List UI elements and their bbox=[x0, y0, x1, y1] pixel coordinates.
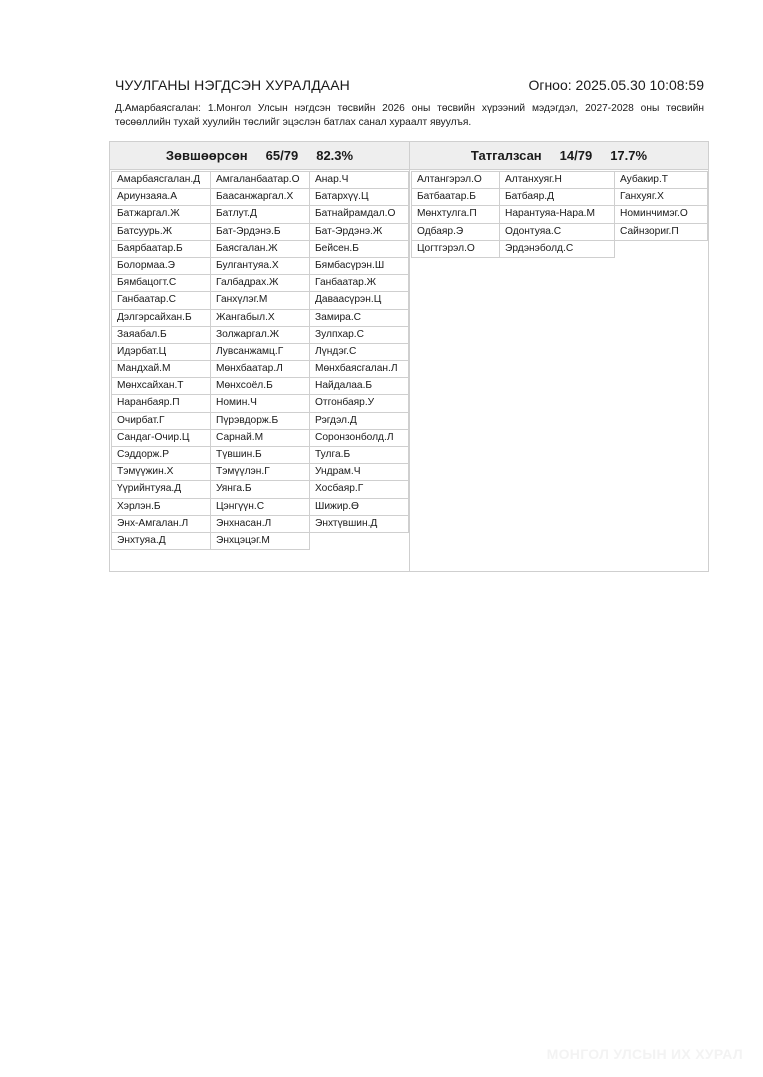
member-name-cell: Сарнай.М bbox=[210, 429, 310, 447]
reject-header bbox=[410, 142, 708, 170]
member-name-cell: Золжаргал.Ж bbox=[210, 326, 310, 344]
member-name-cell: Ганхүлэг.М bbox=[210, 291, 310, 309]
approve-header bbox=[110, 142, 409, 170]
member-name-cell: Номин.Ч bbox=[210, 394, 310, 412]
member-name-cell: Жангабыл.Х bbox=[210, 309, 310, 327]
member-name-cell: Номинчимэг.О bbox=[614, 205, 708, 223]
member-name-cell: Батбаатар.Б bbox=[411, 188, 500, 206]
member-name-cell: Сандаг-Очир.Ц bbox=[111, 429, 211, 447]
member-name-cell: Баярбаатар.Б bbox=[111, 240, 211, 258]
member-name-cell: Ганбаатар.С bbox=[111, 291, 211, 309]
member-name-cell: Идэрбат.Ц bbox=[111, 343, 211, 361]
member-name-cell: Отгонбаяр.У bbox=[309, 394, 409, 412]
member-name-cell: Батжаргал.Ж bbox=[111, 205, 211, 223]
member-name-cell: Найдалаа.Б bbox=[309, 377, 409, 395]
member-name-cell: Зулпхар.С bbox=[309, 326, 409, 344]
member-name-cell: Замира.С bbox=[309, 309, 409, 327]
member-name-cell: Бейсен.Б bbox=[309, 240, 409, 258]
member-name-cell: Наранбаяр.П bbox=[111, 394, 211, 412]
member-name-cell: Ариунзаяа.А bbox=[111, 188, 211, 206]
member-name-cell: Ундрам.Ч bbox=[309, 463, 409, 481]
approve-panel bbox=[110, 142, 410, 571]
member-name-cell: Эрдэнэболд.С bbox=[499, 240, 615, 258]
member-name-cell: Бат-Эрдэнэ.Ж bbox=[309, 223, 409, 241]
member-name-cell: Галбадрах.Ж bbox=[210, 274, 310, 292]
member-name-cell: Батархүү.Ц bbox=[309, 188, 409, 206]
member-name-cell: Рэгдэл.Д bbox=[309, 412, 409, 430]
member-name-cell: Хэрлэн.Б bbox=[111, 498, 211, 516]
member-name-cell: Цогтгэрэл.О bbox=[411, 240, 500, 258]
member-name-cell: Лувсанжамц.Г bbox=[210, 343, 310, 361]
member-name-cell: Энхтуяа.Д bbox=[111, 532, 211, 550]
approve-percent: 82.3% bbox=[316, 148, 354, 163]
member-name-cell: Амгаланбаатар.О bbox=[210, 171, 310, 189]
member-name-cell: Мөнхбаясгалан.Л bbox=[309, 360, 409, 378]
member-name-cell: Хосбаяр.Г bbox=[309, 480, 409, 498]
watermark: МОНГОЛ УЛСЫН ИХ ХУРАЛ bbox=[546, 1046, 743, 1062]
member-name-cell: Бямбасүрэн.Ш bbox=[309, 257, 409, 275]
member-name-cell: Дэлгэрсайхан.Б bbox=[111, 309, 211, 327]
member-name-cell: Баясгалан.Ж bbox=[210, 240, 310, 258]
reject-names-grid bbox=[411, 171, 708, 257]
member-name-cell: Ганхуяг.Х bbox=[614, 188, 708, 206]
reject-label: Татгалзсан bbox=[470, 148, 542, 163]
member-name-cell: Болормаа.Э bbox=[111, 257, 211, 275]
member-name-cell: Анар.Ч bbox=[309, 171, 409, 189]
member-name-cell: Шижир.Ө bbox=[309, 498, 409, 516]
member-name-cell: Ганбаатар.Ж bbox=[309, 274, 409, 292]
member-name-cell: Сайнзориг.П bbox=[614, 223, 708, 241]
member-name-cell: Тэмүүлэн.Г bbox=[210, 463, 310, 481]
member-name-cell: Цэнгүүн.С bbox=[210, 498, 310, 516]
vote-description: Д.Амарбаясгалан: 1.Монгол Улсын нэгдсэн төсвийн 2026 оны төсвийн хүрээний мэдэгдэл, 2027-2028 оны төсвийн төсөөллийн тухай хуулийн төслийг эцэслэн батлах санал хураалт явуулъя. bbox=[115, 103, 704, 128]
member-name-cell: Энхнасан.Л bbox=[210, 515, 310, 533]
approve-count: 65/79 bbox=[265, 148, 299, 163]
member-name-cell: Пүрэвдорж.Б bbox=[210, 412, 310, 430]
session-date: Огноо: 2025.05.30 10:08:59 bbox=[528, 77, 704, 93]
member-name-cell: Тэмүүжин.Х bbox=[111, 463, 211, 481]
member-name-cell: Тулга.Б bbox=[309, 446, 409, 464]
member-name-cell: Заяабал.Б bbox=[111, 326, 211, 344]
member-name-cell: Энх-Амгалан.Л bbox=[111, 515, 211, 533]
member-name-cell: Даваасүрэн.Ц bbox=[309, 291, 409, 309]
member-name-cell: Энхцэцэг.М bbox=[210, 532, 310, 550]
member-name-cell: Мөнхсайхан.Т bbox=[111, 377, 211, 395]
vote-results bbox=[109, 141, 709, 572]
reject-percent: 17.7% bbox=[610, 148, 648, 163]
approve-names-grid bbox=[111, 171, 409, 549]
member-name-cell: Мөнхбаатар.Л bbox=[210, 360, 310, 378]
member-name-cell: Сэддорж.Р bbox=[111, 446, 211, 464]
member-name-cell: Батбаяр.Д bbox=[499, 188, 615, 206]
member-name-cell: Очирбат.Г bbox=[111, 412, 211, 430]
member-name-cell: Энхтүвшин.Д bbox=[309, 515, 409, 533]
member-name-cell: Мандхай.М bbox=[111, 360, 211, 378]
member-name-cell: Батнайрамдал.О bbox=[309, 205, 409, 223]
member-name-cell: Амарбаясгалан.Д bbox=[111, 171, 211, 189]
member-name-cell: Алтанхуяг.Н bbox=[499, 171, 615, 189]
member-name-cell: Үүрийнтуяа.Д bbox=[111, 480, 211, 498]
member-name-cell: Уянга.Б bbox=[210, 480, 310, 498]
member-name-cell: Түвшин.Б bbox=[210, 446, 310, 464]
member-name-cell: Бат-Эрдэнэ.Б bbox=[210, 223, 310, 241]
member-name-cell: Мөнхсоёл.Б bbox=[210, 377, 310, 395]
member-name-cell: Батсуурь.Ж bbox=[111, 223, 211, 241]
approve-label: Зөвшөөрсөн bbox=[165, 148, 248, 163]
member-name-cell: Батлут.Д bbox=[210, 205, 310, 223]
page-title: ЧУУЛГАНЫ НЭГДСЭН ХУРАЛДААН bbox=[115, 77, 350, 93]
member-name-cell: Булгантуяа.Х bbox=[210, 257, 310, 275]
member-name-cell: Бямбацогт.С bbox=[111, 274, 211, 292]
member-name-cell: Соронзонболд.Л bbox=[309, 429, 409, 447]
member-name-cell: Аубакир.Т bbox=[614, 171, 708, 189]
member-name-cell: Одонтуяа.С bbox=[499, 223, 615, 241]
member-name-cell: Нарантуяа-Нара.М bbox=[499, 205, 615, 223]
member-name-cell: Алтангэрэл.О bbox=[411, 171, 500, 189]
member-name-cell: Баасанжаргал.Х bbox=[210, 188, 310, 206]
reject-panel bbox=[410, 142, 708, 571]
reject-count: 14/79 bbox=[559, 148, 593, 163]
member-name-cell: Мөнхтулга.П bbox=[411, 205, 500, 223]
member-name-cell: Лүндэг.С bbox=[309, 343, 409, 361]
member-name-cell: Одбаяр.Э bbox=[411, 223, 500, 241]
